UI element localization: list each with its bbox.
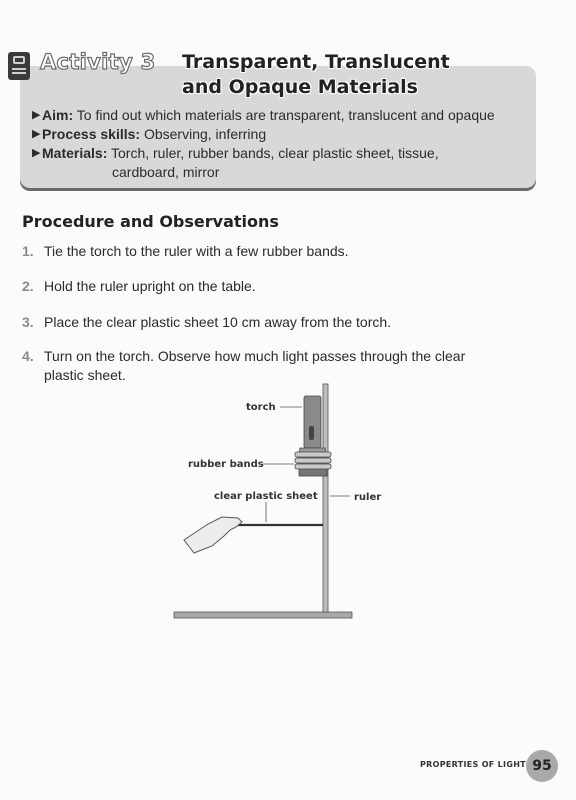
aim-label: Aim: bbox=[42, 107, 74, 123]
page-number: 95 bbox=[526, 750, 558, 782]
step-number: 4. bbox=[22, 348, 34, 364]
label-clear-plastic-sheet: clear plastic sheet bbox=[214, 491, 318, 502]
step-text: Place the clear plastic sheet 10 cm away from the torch. bbox=[44, 314, 392, 330]
label-torch: torch bbox=[246, 402, 276, 413]
activity-title-line1: Transparent, Translucent bbox=[182, 51, 450, 73]
procedure-heading: Procedure and Observations bbox=[22, 212, 279, 231]
step-number: 1. bbox=[22, 243, 34, 259]
rubber-bands bbox=[295, 452, 331, 469]
section-footer: PROPERTIES OF LIGHT bbox=[420, 760, 526, 769]
base-board bbox=[174, 612, 352, 618]
materials-text-line1: Torch, ruler, rubber bands, clear plastic sheet, tissue, bbox=[111, 145, 439, 161]
label-rubber-bands: rubber bands bbox=[188, 459, 264, 470]
step-text: Tie the torch to the ruler with a few rubber bands. bbox=[44, 243, 349, 259]
ruler bbox=[323, 384, 328, 612]
skills-text: Observing, inferring bbox=[143, 126, 267, 142]
step-number: 2. bbox=[22, 278, 34, 294]
hand-icon bbox=[184, 517, 242, 553]
bullet-arrow-icon: ▶ bbox=[32, 128, 41, 140]
step-number: 3. bbox=[22, 314, 34, 330]
materials-text-line2: cardboard, mirror bbox=[112, 164, 220, 180]
materials-label: Materials: bbox=[42, 145, 108, 161]
step-text: Turn on the torch. Observe how much light passes through the clear plastic sheet. bbox=[44, 348, 466, 383]
aim-text: To find out which materials are transparent, translucent and opaque bbox=[76, 107, 495, 123]
bullet-arrow-icon: ▶ bbox=[32, 109, 41, 121]
bullet-arrow-icon: ▶ bbox=[32, 147, 41, 159]
activity-title-line2: and Opaque Materials bbox=[182, 76, 418, 98]
activity-label: Activity 3 bbox=[40, 50, 156, 74]
skills-label: Process skills: bbox=[42, 126, 141, 142]
step-text: Hold the ruler upright on the table. bbox=[44, 278, 256, 294]
label-ruler: ruler bbox=[354, 492, 382, 503]
